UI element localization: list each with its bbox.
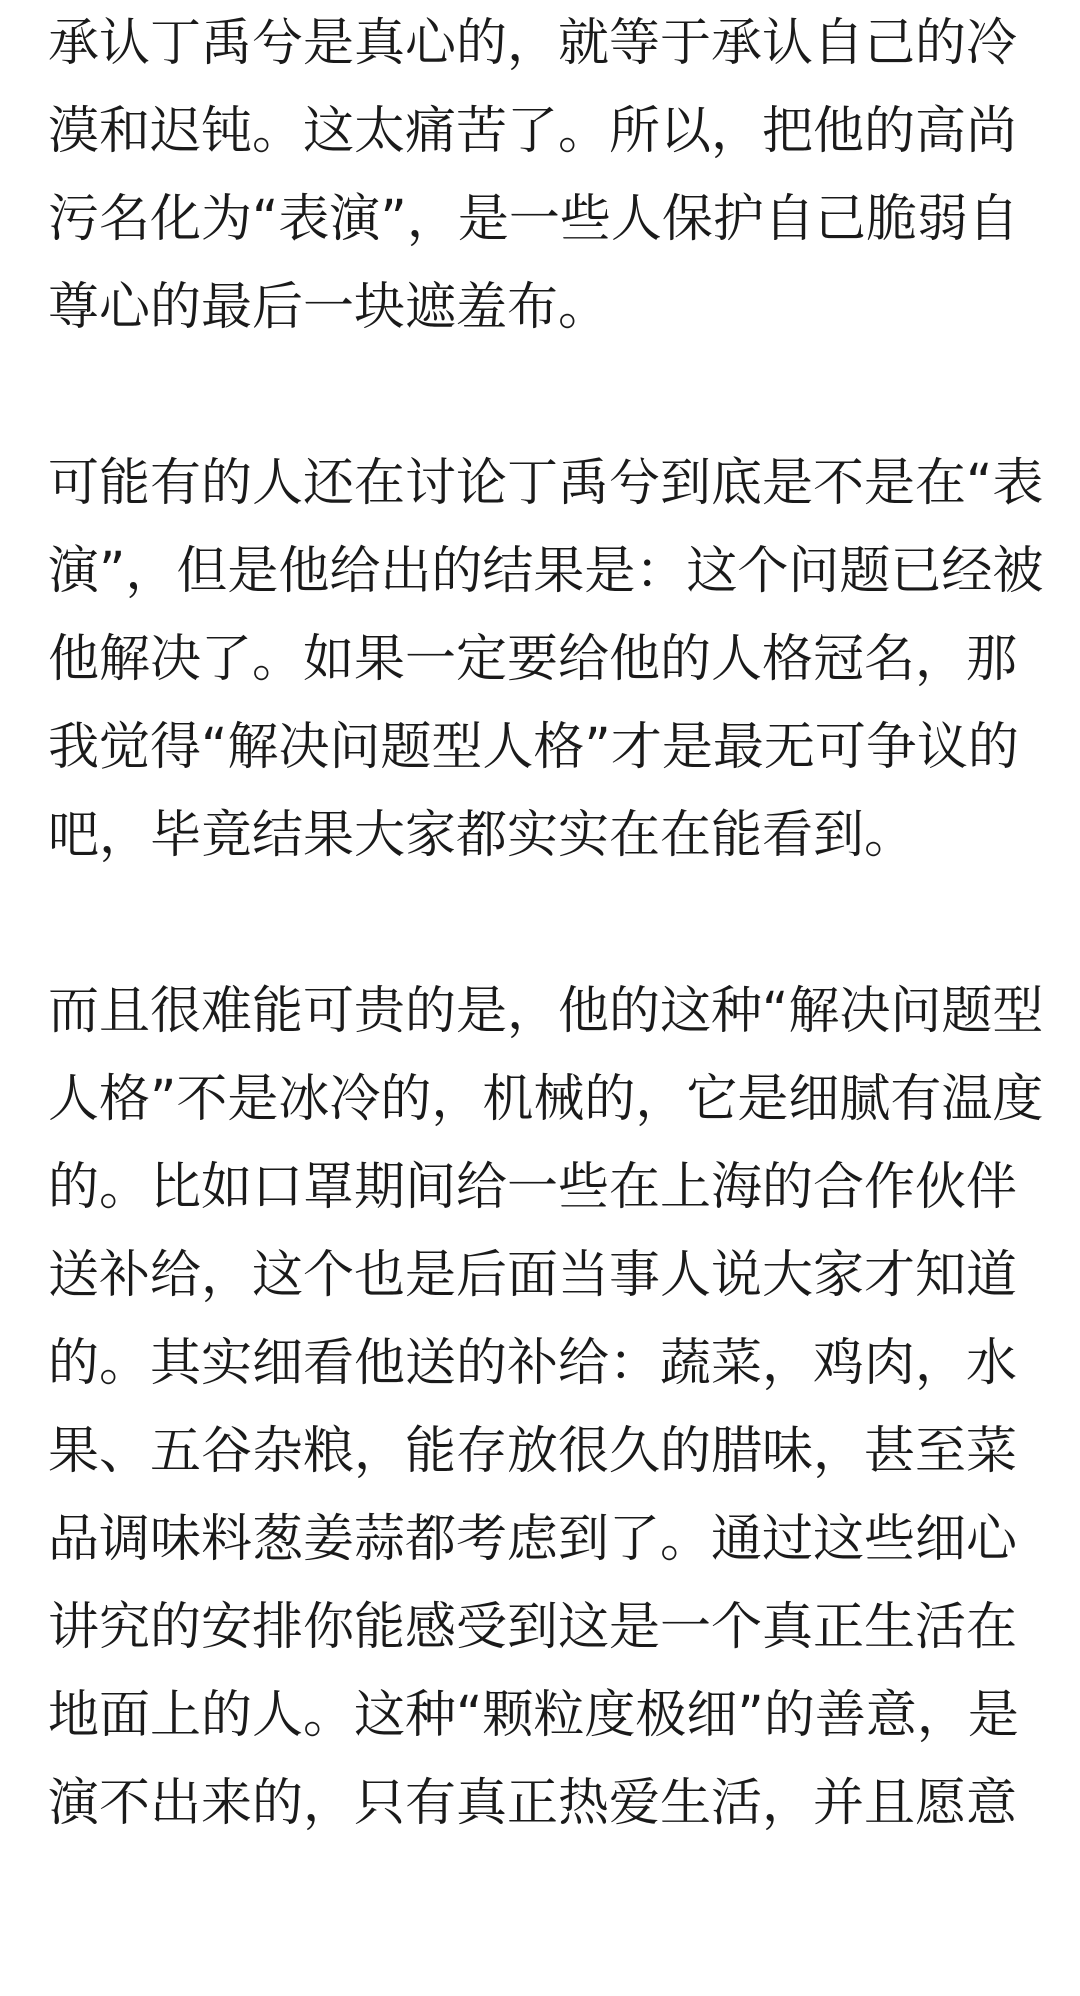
text-line: 污名化为“表演”，是一些人保护自己脆弱自 [48, 190, 1019, 249]
article-body [48, 0, 1044, 1848]
paragraph-gap [48, 880, 1038, 968]
text-line: 演不出来的，只有真正热爱生活，并且愿意 [48, 1774, 1018, 1833]
text-line: 地面上的人。这种“颗粒度极细”的善意，是 [48, 1686, 1019, 1745]
text-line: 尊心的最后一块遮羞布。 [48, 278, 610, 337]
text-line: 可能有的人还在讨论丁禹兮到底是不是在“表 [48, 454, 1044, 513]
text-line: 而且很难能可贵的是，他的这种“解决问题型 [48, 982, 1044, 1041]
text-line: 送补给，这个也是后面当事人说大家才知道 [48, 1246, 1018, 1305]
text-line: 承认丁禹兮是真心的，就等于承认自己的冷 [48, 14, 1018, 73]
text-line: 漠和迟钝。这太痛苦了。所以，把他的高尚 [48, 102, 1018, 161]
text-line: 人格”不是冰冷的，机械的，它是细腻有温度 [48, 1070, 1044, 1129]
text-line: 品调味料葱姜蒜都考虑到了。通过这些细心 [48, 1510, 1018, 1569]
text-line: 他解决了。如果一定要给他的人格冠名，那 [48, 630, 1018, 689]
paragraph-3 [48, 968, 1044, 1848]
text-line: 的。其实细看他送的补给：蔬菜，鸡肉，水 [48, 1334, 1018, 1393]
paragraph-1 [48, 0, 1038, 352]
paragraph-gap [48, 352, 1038, 440]
text-line: 讲究的安排你能感受到这是一个真正生活在 [48, 1598, 1018, 1657]
text-line: 演”，但是他给出的结果是：这个问题已经被 [48, 542, 1044, 601]
text-line: 果、五谷杂粮，能存放很久的腊味，甚至菜 [48, 1422, 1018, 1481]
paragraph-2 [48, 440, 1044, 880]
text-line: 吧，毕竟结果大家都实实在在能看到。 [48, 806, 916, 865]
text-line: 的。比如口罩期间给一些在上海的合作伙伴 [48, 1158, 1018, 1217]
text-line: 我觉得“解决问题型人格”才是最无可争议的 [48, 718, 1019, 777]
